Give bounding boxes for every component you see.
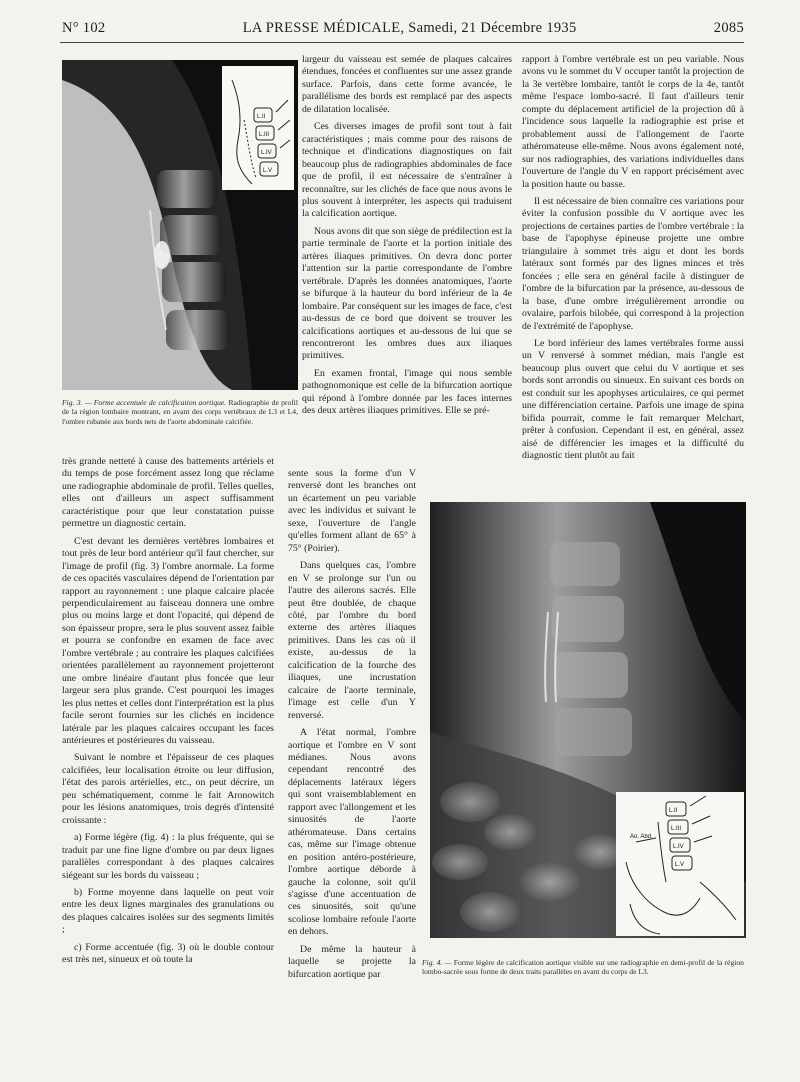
fig4-label-l5: L.V bbox=[675, 862, 685, 868]
paragraph: Ces diverses images de profil sont tout à fait caractéristiques ; mais comme pour des raisons de technique et d'indications diagnostiques on fait beaucoup plus de radiographies abdominales de face que de profil, il est nécessaire de s'entraîner à reconnaître, sur les clichés de face que nous avons le plus souvent à interpréter, les aspects qui traduisent la calcification aortique. bbox=[302, 121, 512, 220]
paragraph: A l'état normal, l'ombre aortique et l'ombre en V sont médianes. Nous avons cependant rencontré des déplacements latéraux légers qui sont vraisemblablement en rapport avec l'allongement et les sinuosités de l'aorte athéromateuse. Dans certains cas, même sur l'image obtenue en position antéro-postérieure, l'ombre aortique déborde à gauche la colonne, soit qu'il s'agisse d'une accentuation de ces sinuosités, soit qu'une scoliose lombaire refoule l'aorte en dehors. bbox=[288, 727, 416, 938]
paragraph: sente sous la forme d'un V renversé dont les branches ont un écartement un peu variable avec les individus et suivant le sexe, l'ouverture de l'angle qu'elles forment allant de 65° à 75° (Poirier). bbox=[288, 468, 416, 554]
paragraph: rapport à l'ombre vertébrale est un peu variable. Nous avons vu le sommet du V occuper tantôt la projection de la 3e vertèbre lombaire, tantôt le corps de la 4e, tantôt même l'espace lombo-sacré. Il faut d'ailleurs tenir compte du déplacement artificiel de la projection dû à l'incidence sous laquelle la radiographie est prise et probablement aussi de l'allongement de l'aorte athéromateuse elle-même. Nous avons également noté, sur nos radiographies, des variations individuelles dans l'ouverture de l'angle du V en rapport précisément avec la position haute ou basse. bbox=[522, 54, 744, 190]
paragraph: Suivant le nombre et l'épaisseur de ces plaques calcifiées, leur localisation étroite ou leur diffusion, l'état des parois artérielles, etc., on peut décrire, un peu schématiquement, comme le fait Aronowitch pour les lésions anatomiques, trois degrés d'intensité croissante : bbox=[62, 752, 274, 826]
paragraph: Il est nécessaire de bien connaître ces variations pour éviter la confusion possible du V aortique avec les projections de certaines parties de l'ombre vertébrale : la base de l'apophyse épineuse projette une ombre triangulaire à sommet très aigu et dont les bords latéraux sont formés par des lignes minces et très foncées ; elle sera en général facile à distinguer de l'ombre de la bifurcation par la présence, au-dessous de la base, d'une ombre irrégulièrement arrondie ou ovalaire, parfois bilobée, qui correspond à la projection de l'extrémité de l'apophyse. bbox=[522, 195, 744, 332]
paragraph: a) Forme légère (fig. 4) : la plus fréquente, qui se traduit par une fine ligne d'ombre ou par deux lignes parallèles correspondant à des plaques calcaires siégeant sur les bords du vaisseau ; bbox=[62, 832, 274, 881]
fig4-label-l3: L.III bbox=[671, 826, 682, 832]
fig3-label-l5: L.V bbox=[263, 168, 273, 174]
paragraph: Nous avons dit que son siège de prédilection est la partie terminale de l'aorte et la portion initiale des artères iliaques primitives. On devra donc porter l'attention sur la partie correspondante de l'ombre vertébrale. D'après les données anatomiques, l'aorte se bifurque à la hauteur du bord inférieur de la 4e lombaire. Par conséquent sur les images de face, c'est au-dessus de ce bord que doivent se trouver les calcifications aortiques et au-dessous de lui que se rencontreront les ombres dues aux iliaques primitives. bbox=[302, 225, 512, 362]
paragraph: En examen frontal, l'image qui nous semble pathognomonique est celle de la bifurcation aortique qui répond à l'ombre donnée par les faces internes des deux artères iliaques primitives. Elle se pré- bbox=[302, 367, 512, 417]
fig4-label-l2: L.II bbox=[669, 808, 678, 814]
fig4-label-aorta: Ao. Abd. bbox=[630, 834, 653, 840]
fig3-label-l2: L.II bbox=[257, 114, 266, 120]
figure-4-image bbox=[430, 502, 746, 938]
column-2-lower-text bbox=[288, 468, 416, 981]
figure-3-caption: Fig. 3. — Forme accentuée de calcification aortique. Radiographie de profil de la région lombaire montrant, en avant des corps vertébraux de L3 et L4, l'ombre rubanée aux bords nets de l'aorte abdominale calcifiée. bbox=[62, 398, 298, 426]
paragraph: c) Forme accentuée (fig. 3) où le double contour est très net, sinueux et où toute la bbox=[62, 941, 274, 966]
figure-3-radiograph bbox=[62, 60, 298, 390]
paragraph: largeur du vaisseau est semée de plaques calcaires étendues, foncées et confluentes sur une assez grande surface. Parfois, dans cette forme avancée, le parallélisme des bords est remplacé par des aspects de dilatation localisée. bbox=[302, 54, 512, 115]
figure-3-image bbox=[62, 60, 298, 390]
fig3-label-l3: L.III bbox=[259, 132, 270, 138]
column-2-text bbox=[302, 54, 512, 418]
page-header bbox=[62, 20, 744, 42]
fig4-label-l4: L.IV bbox=[673, 844, 684, 850]
paragraph: C'est devant les dernières vertèbres lombaires et tout près de leur bord antérieur qu'il faut chercher, sur l'image de profil (fig. 3) l'ombre anormale. La forme de ces opacités vasculaires dépend de l'orientation par rapport au rayonnement : une plaque calcaire placée perpendiculairement au faisceau donnera une ombre plus ou moins large et dont l'opacité, qui dépend de son épaisseur propre, sera le plus souvent assez faible et pourra se confondre en examen de face avec l'ombre vertébrale ; au contraire les plaques calcifiées orientées parallèlement au rayonnement projetteront une ombre linéaire d'autant plus foncée que leur largeur sera plus grande. C'est pourquoi les images les plus nettes et celles dont l'interprétation est la plus facile seront fournies sur les clichés en incidence latérale par les plaques calcaires occupant les faces antérieures et postérieures du vaisseau. bbox=[62, 535, 274, 746]
page-number: 2085 bbox=[713, 20, 744, 36]
figure-4-radiograph bbox=[430, 502, 746, 938]
column-1-text bbox=[62, 456, 274, 967]
paragraph: Le bord inférieur des lames vertébrales forme aussi un V renversé à sommet médian, mais l'angle est beaucoup plus ouvert que celui du V aortique et ses bords sont arrondis ou sinueux. En suivant ces bords on est conduit sur les apophyses articulaires, ce qui permet une différenciation certaine. Parfois une image de spina bifida pourrait, comme le fait remarquer Melchart, prêter à confusion. Cependant il est, en général, assez aisé de différencier les images et la difficulté du diagnostic tient plutôt au fait bbox=[522, 337, 744, 462]
paragraph: De même la hauteur à laquelle se projette la bifurcation aortique par bbox=[288, 943, 416, 980]
issue-number: N° 102 bbox=[62, 20, 106, 36]
column-3-text bbox=[522, 54, 744, 463]
figure-4-caption: Fig. 4. — Forme légère de calcification aortique visible sur une radiographie en demi-profil de la région lombo-sacrée sous forme de deux traits parallèles en avant du corps de L3. bbox=[422, 958, 744, 977]
header-rule bbox=[60, 42, 744, 43]
paragraph: très grande netteté à cause des battements artériels et du temps de pose forcément assez long que réclame une radiographie abdominale de profil. Telles quelles, elles ont d'ailleurs un aspect suffisamment caractéristique pour que leur constatation puisse permettre un diagnostic certain. bbox=[62, 456, 274, 530]
paragraph: Dans quelques cas, l'ombre en V se prolonge sur l'un ou l'autre des ailerons sacrés. Elle peut être doublée, de chaque côté, par l'ombre du bord externe des artères iliaques primitives. Dans les cas où il existe, au-dessus de la calcification de la fourche des iliaques, une incrustation calcaire de l'aorte terminale, l'image est celle d'un Y renversé. bbox=[288, 560, 416, 721]
issue-date: Samedi, 21 Décembre 1935 bbox=[408, 20, 577, 36]
fig3-label-l4: L.IV bbox=[261, 150, 272, 156]
paragraph: b) Forme moyenne dans laquelle on peut voir entre les deux lignes marginales des granulations ou des plaques calcaires isolées sur des segments limités ; bbox=[62, 886, 274, 936]
journal-title: LA PRESSE MÉDICALE, Samedi, 21 Décembre 1935 bbox=[242, 20, 577, 36]
